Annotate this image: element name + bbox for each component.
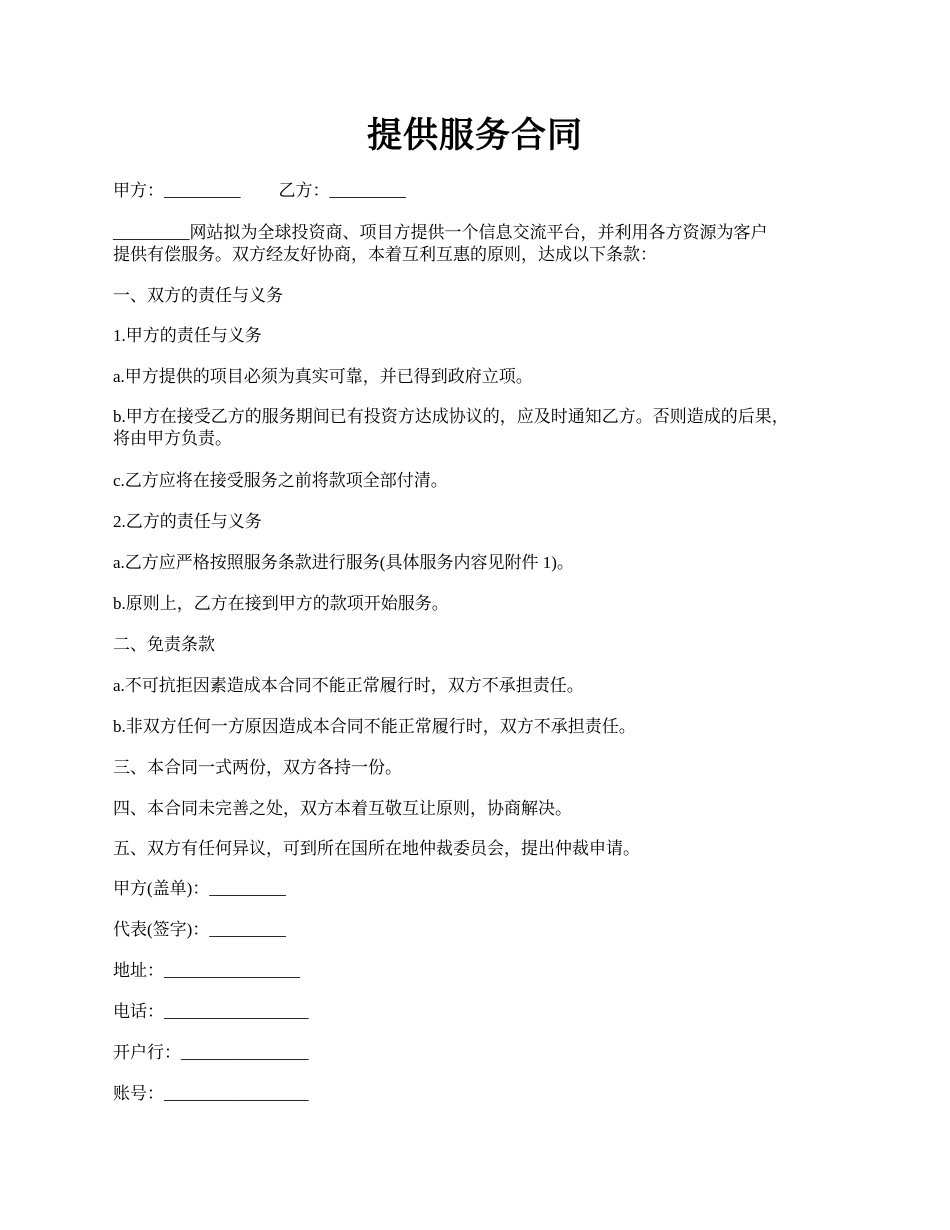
- section-1-2-a: a.乙方应严格按照服务条款进行服务(具体服务内容见附件 1)。: [113, 553, 574, 572]
- signature-party-a-seal: 甲方(盖单)：_________: [113, 879, 286, 898]
- section-1-2-heading: 2.乙方的责任与义务: [113, 512, 262, 531]
- signature-account: 账号：_________________: [113, 1084, 309, 1103]
- section-1-heading: 一、双方的责任与义务: [113, 286, 283, 305]
- section-1-2-b: b.原则上，乙方在接到甲方的款项开始服务。: [113, 594, 449, 613]
- section-3: 三、本合同一式两份，双方各持一份。: [113, 758, 402, 777]
- section-4: 四、本合同未完善之处，双方本着互敬互让原则，协商解决。: [113, 799, 572, 818]
- intro-line-1: _________网站拟为全球投资商、项目方提供一个信息交流平台，并利用各方资源为客户: [113, 223, 768, 242]
- section-2-b: b.非双方任何一方原因造成本合同不能正常履行时，双方不承担责任。: [113, 717, 636, 736]
- parties-line: [113, 180, 853, 202]
- section-2-heading: 二、免责条款: [113, 635, 215, 654]
- intro-line-2: 提供有偿服务。双方经友好协商，本着互利互惠的原则，达成以下条款：: [113, 245, 657, 264]
- party-b-field: 乙方：_________: [278, 181, 406, 200]
- section-2-a: a.不可抗拒因素造成本合同不能正常履行时，双方不承担责任。: [113, 676, 584, 695]
- section-5: 五、双方有任何异议，可到所在国所在地仲裁委员会，提出仲裁申请。: [113, 839, 640, 858]
- section-1-1-c: c.乙方应将在接受服务之前将款项全部付清。: [113, 471, 448, 490]
- signature-address: 地址：________________: [113, 961, 300, 980]
- signature-bank: 开户行：_______________: [113, 1043, 309, 1062]
- section-1-1-heading: 1.甲方的责任与义务: [113, 326, 262, 345]
- section-1-1-b-line-2: 将由甲方负责。: [113, 429, 232, 448]
- document-title: 提供服务合同: [366, 116, 583, 155]
- signature-phone: 电话：_________________: [113, 1002, 309, 1021]
- party-a-field: 甲方：_________: [113, 181, 241, 200]
- section-1-1-a: a.甲方提供的项目必须为真实可靠，并已得到政府立项。: [113, 367, 533, 386]
- section-1-1-b-line-1: b.甲方在接受乙方的服务期间已有投资方达成协议的，应及时通知乙方。否则造成的后果，: [113, 407, 789, 426]
- signature-representative: 代表(签字)：_________: [113, 920, 286, 939]
